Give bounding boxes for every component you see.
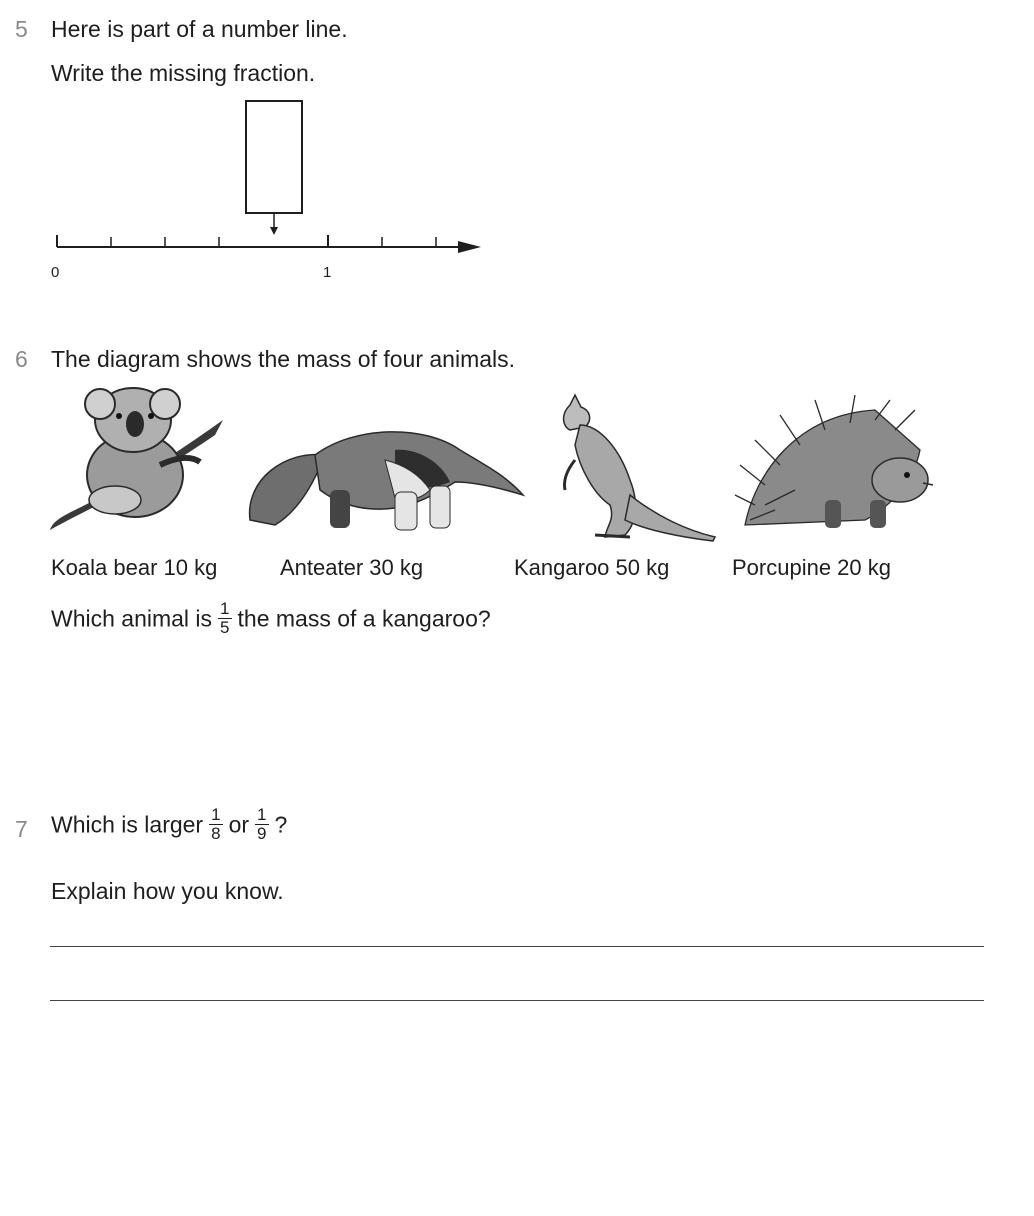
answer-line-2[interactable] [50, 1000, 984, 1001]
marker-arrowhead [270, 227, 278, 235]
fraction-one-eighth: $\frac{1}{8}$ [211, 805, 221, 843]
question-6-intro: The diagram shows the mass of four animals. [51, 346, 516, 372]
fraction-one-fifth: $\frac{1}{5}$ [220, 599, 230, 637]
question-5-number: 5 [15, 16, 28, 42]
kangaroo-icon [545, 395, 720, 545]
question-6-prompt [51, 599, 491, 639]
question-5-instruction: Write the missing fraction. [51, 60, 316, 86]
number-line-arrowhead [458, 241, 481, 253]
porcupine-icon [735, 395, 935, 535]
question-5-intro: Here is part of a number line. [51, 16, 348, 42]
question-7-connector: or [228, 811, 250, 838]
label-zero: 0 [51, 264, 60, 281]
animal-label-koala: Koala bear 10 kg [51, 555, 218, 580]
question-7-prompt-start: Which is larger [51, 811, 204, 838]
question-6-prompt-end: the mass of a kangaroo? [237, 605, 491, 632]
animal-label-porcupine: Porcupine 20 kg [732, 555, 891, 580]
fraction-one-ninth: $\frac{1}{9}$ [257, 805, 267, 843]
number-line-diagram [0, 95, 480, 295]
question-7-number: 7 [15, 816, 28, 842]
question-7-instruction: Explain how you know. [51, 878, 284, 904]
koala-icon [45, 380, 225, 540]
anteater-icon [245, 420, 535, 540]
question-6-number: 6 [15, 346, 28, 372]
animal-label-anteater: Anteater 30 kg [280, 555, 424, 580]
question-6-prompt-start: Which animal is [51, 605, 213, 632]
question-7-prompt-end: ? [274, 811, 288, 838]
animal-label-kangaroo: Kangaroo 50 kg [514, 555, 670, 580]
answer-line-1[interactable] [50, 946, 984, 947]
label-one: 1 [323, 264, 332, 281]
answer-box[interactable] [246, 101, 302, 213]
question-7-prompt [51, 805, 288, 845]
